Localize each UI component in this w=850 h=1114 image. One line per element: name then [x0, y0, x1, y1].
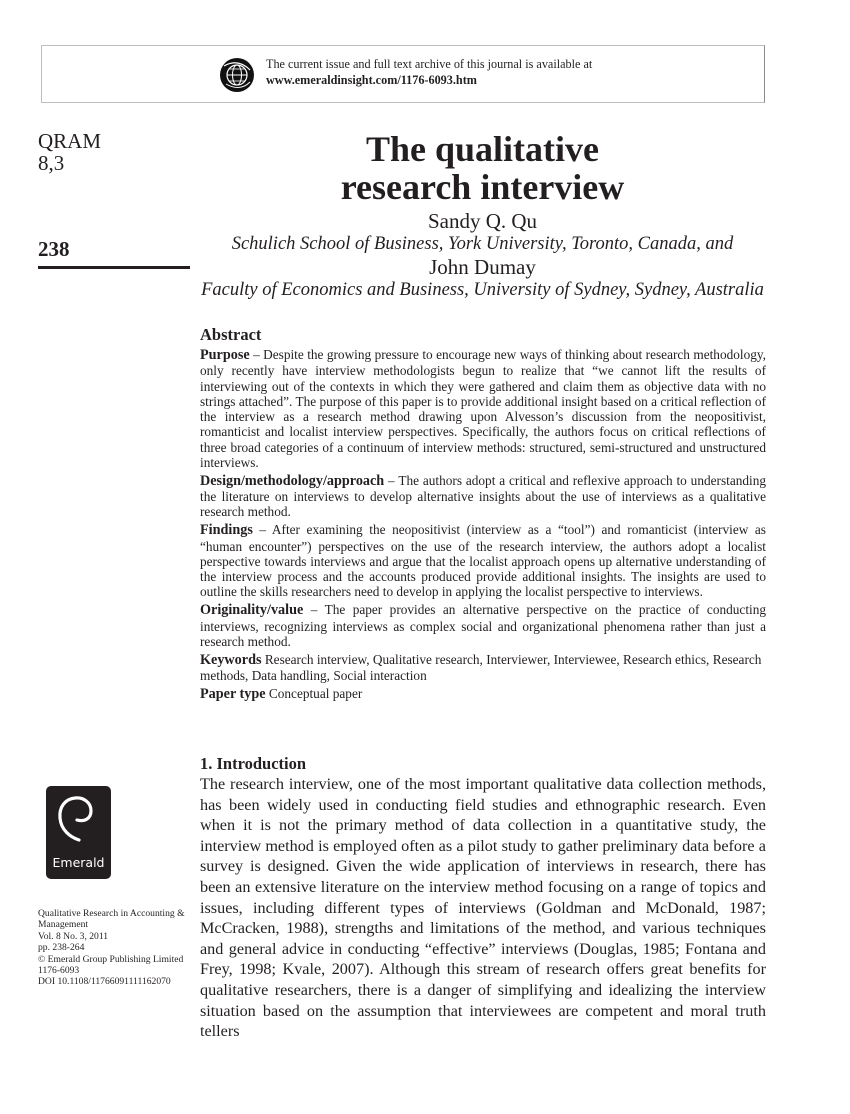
journal-code	[38, 130, 101, 174]
introduction-section	[200, 754, 766, 1042]
volume-issue: 8,3	[38, 151, 65, 175]
journal-name-cont: Management	[38, 919, 89, 931]
section-text: After examining the neopositivist (interview as a “tool”) and romanticist (interview as “human encounter”) perspectives on the use of the research interview, the authors adopt a localist perspective towards interviews and argue that the localist approach opens up alternative understanding of the interview process and the accounts produced provide additional insights. The insights are used to outline the skills researchers need to develop in applying the localist perspective to interviews.	[200, 522, 766, 600]
section-label: Design/methodology/approach	[200, 472, 385, 489]
section-label: Purpose	[200, 347, 250, 363]
volume-info: Vol. 8 No. 3, 2011	[38, 930, 109, 942]
section-text: Research interview, Qualitative research, Interviewer, Interviewee, Research ethics, Research methods, Data handling, Social interaction	[200, 651, 762, 683]
doi: DOI 10.1108/11766091111162070	[38, 976, 171, 988]
author-affiliation: Schulich School of Business, York University, Toronto, Canada, and	[231, 234, 734, 254]
logo-text: Emerald	[52, 855, 105, 870]
author-name: Sandy Q. Qu	[427, 209, 538, 233]
abstract-originality	[200, 602, 766, 649]
separator: –	[303, 602, 325, 618]
page-number: 238	[38, 237, 70, 261]
abstract-paper-type	[200, 686, 766, 702]
journal-url-link[interactable]: www.emeraldinsight.com/1176-6093.htm	[266, 73, 477, 87]
author-affiliation: Faculty of Economics and Business, University of Sydney, Sydney, Australia	[201, 280, 764, 300]
section-text: Despite the growing pressure to encourage new ways of thinking about research methodology, only recently have interview methodologists begun to realize that “we cannot lift the results of interviewing out of the contexts in which they were gathered and claim them as objective data with no strings attached”. The purpose of this paper is to provide additional insight based on a critical reflection of the interview as a research method drawing upon Alvesson’s discussion from the neopositivist, romanticist and localist interview perspectives. Specifically, the authors focus on critical reflections of three broad categories of a continuum of interview methods: structured, semi-structured and unstructured interviews.	[200, 347, 766, 471]
availability-text: The current issue and full text archive of this journal is available at	[266, 57, 593, 71]
author-block	[200, 209, 765, 301]
abstract-design	[200, 473, 766, 520]
section-label: Paper type	[200, 685, 266, 702]
article-title	[200, 130, 765, 206]
author-name: John Dumay	[429, 255, 536, 279]
abstract-heading: Abstract	[200, 325, 262, 344]
separator: –	[252, 522, 272, 538]
journal-abbrev: QRAM	[38, 129, 102, 153]
emerald-logo-icon	[46, 786, 111, 879]
title-line-1: The qualitative	[365, 129, 599, 169]
page-number-rule	[38, 266, 190, 269]
introduction-body: The research interview, one of the most important qualitative data collection methods, has been widely used in conducting field studies and ethnographic research. Even when it is not the primary method of data collection in a quantitative study, the interview method is employed often as a pilot study to gather preliminary data before a survey is designed. Given the wide application of interviews in research, there has been an extensive literature on the interview method focusing on a range of topics and issues, including different types of interviews (Goldman and McDonald, 1987; McCracken, 1988), strengths and limitations of the method, and various techniques and general advice in conducting “effective” interviews (Douglas, 1985; Fontana and Frey, 1998; Kvale, 2007). Although this stream of research offers great benefits for qualitative researchers, there is a danger of simplifying and idealizing the interview situation based on the assumption that interviewees are competent and moral truth tellers	[200, 775, 766, 1041]
separator: –	[384, 472, 399, 488]
journal-name: Qualitative Research in Accounting &	[38, 908, 185, 919]
issn: 1176-6093	[38, 965, 80, 977]
copyright: © Emerald Group Publishing Limited	[38, 953, 184, 965]
abstract	[200, 325, 766, 705]
section-label: Keywords	[200, 651, 262, 668]
abstract-keywords	[200, 652, 766, 684]
section-text: The paper provides an alternative perspective on the practice of conducting interviews, recognizing interviews as complex social and organizational phenomena rather than just a research method.	[200, 602, 767, 649]
section-text: Conceptual paper	[268, 685, 363, 701]
abstract-purpose	[200, 347, 766, 470]
page-range: pp. 238-264	[38, 942, 85, 954]
section-label: Originality/value	[200, 602, 304, 619]
citation-block	[38, 908, 185, 988]
section-text: The authors adopt a critical and reflexive approach to understanding the literature on interviews to develop alternative insights about the use of interviews as a qualitative research method.	[200, 472, 767, 520]
globe-icon	[218, 56, 256, 94]
section-label: Findings	[200, 522, 253, 539]
abstract-findings	[200, 522, 766, 599]
section-heading: 1. Introduction	[200, 754, 307, 773]
title-line-2: research interview	[340, 167, 625, 207]
separator: –	[249, 347, 264, 362]
